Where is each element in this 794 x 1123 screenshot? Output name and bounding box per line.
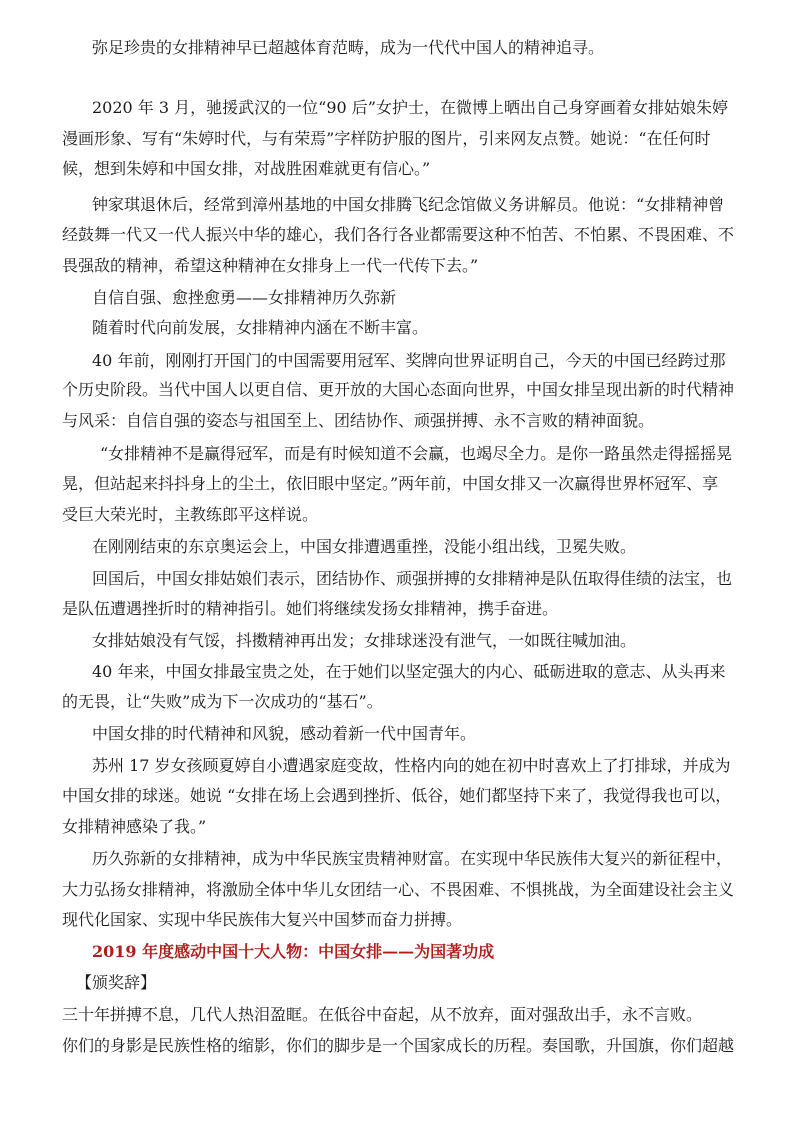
paragraph-line: 历久弥新的女排精神，成为中华民族宝贵精神财富。在实现中华民族伟大复兴的新征程中， [92,849,733,868]
paragraph-line: 2020 年 3 月，驰援武汉的一位“90 后”女护士，在微博上晒出自己身穿画着女排姑娘朱婷 [92,98,728,117]
paragraph-line: 现代化国家、实现中华民族伟大复兴中国梦而奋力拼搏。 [62,910,463,929]
paragraph-line: 大力弘扬女排精神，将激励全体中华儿女团结一心、不畏困难、不惧挑战，为全面建设社会主义 [62,880,735,899]
paragraph-line: 钟家琪退休后，经常到漳州基地的中国女排腾飞纪念馆做义务讲解员。他说：“女排精神曾 [92,195,725,214]
paragraph-line: 中国女排的球迷。她说 “女排在场上会遇到挫折、低谷，她们都坚持下来了，我觉得我也可以， [62,786,732,805]
paragraph-line: 女排精神感染了我。” [62,817,207,836]
paragraph-line: “女排精神不是赢得冠军，而是有时候知道不会赢，也竭尽全力。是你一路虽然走得摇摇晃 [100,444,733,463]
paragraph-line: 经鼓舞一代又一代人振兴中华的雄心，我们各行各业都需要这种不怕苦、不怕累、不畏困难、不 [62,225,735,244]
paragraph-line: 与风采：自信自强的姿态与祖国至上、团结协作、顽强拼搏、永不言败的精神面貌。 [62,411,655,430]
paragraph-line: 在刚刚结束的东京奥运会上，中国女排遭遇重挫，没能小组出线，卫冕失败。 [92,537,637,556]
paragraph-line: 随着时代向前发展，女排精神内涵在不断丰富。 [92,318,429,337]
paragraph-line: 40 年前，刚刚打开国门的中国需要用冠军、奖牌向世界证明自己，今天的中国已经跨过那 [92,351,726,370]
paragraph-line: 弥足珍贵的女排精神早已超越体育范畴，成为一代代中国人的精神追寻。 [92,38,605,57]
paragraph-line: 漫画形象、写有“朱婷时代，与有荣焉”字样防护服的图片，引来网友点赞。她说：“在任何时 [62,129,711,148]
section-subheading: 自信自强、愈挫愈勇——女排精神历久弥新 [92,288,397,307]
paragraph-line: 你们的身影是民族性格的缩影，你们的脚步是一个国家成长的历程。奏国歌，升国旗，你们超越 [62,1036,735,1055]
paragraph-line: 三十年拼搏不息，几代人热泪盈眶。在低谷中奋起，从不放弃，面对强敌出手，永不言败。 [62,1005,703,1024]
award-label: 【颁奖辞】 [76,973,157,992]
paragraph-line: 候，想到朱婷和中国女排，对战胜困难就更有信心。” [62,159,431,178]
paragraph-line: 受巨大荣光时，主教练郎平这样说。 [62,505,319,524]
paragraph-line: 晃，但站起来抖抖身上的尘土，依旧眼中坚定。”两年前，中国女排又一次赢得世界杯冠军、享 [62,474,719,493]
section-heading: 2019 年度感动中国十大人物：中国女排——为国著功成 [92,942,495,961]
paragraph-line: 40 年来，中国女排最宝贵之处，在于她们以坚定强大的内心、砥砺进取的意志、从头再来 [92,662,726,681]
paragraph-line: 中国女排的时代精神和风貌，感动着新一代中国青年。 [92,724,477,743]
paragraph-line: 是队伍遭遇挫折时的精神指引。她们将继续发扬女排精神，携手奋进。 [62,599,559,618]
paragraph-line: 女排姑娘没有气馁，抖擞精神再出发；女排球迷没有泄气，一如既往喊加油。 [92,631,637,650]
paragraph-line: 畏强敌的精神，希望这种精神在女排身上一代一代传下去。” [62,256,479,275]
paragraph-line: 回国后，中国女排姑娘们表示，团结协作、顽强拼搏的女排精神是队伍取得佳绩的法宝，也 [92,569,733,588]
paragraph-line: 个历史阶段。当代中国人以更自信、更开放的大国心态面向世界，中国女排呈现出新的时代精神 [62,380,735,399]
paragraph-line: 的无畏，让“失败”成为下一次成功的“基石”。 [62,692,383,711]
paragraph-line: 苏州 17 岁女孩顾夏婷自小遭遇家庭变故，性格内向的她在初中时喜欢上了打排球，并成为 [92,756,731,775]
